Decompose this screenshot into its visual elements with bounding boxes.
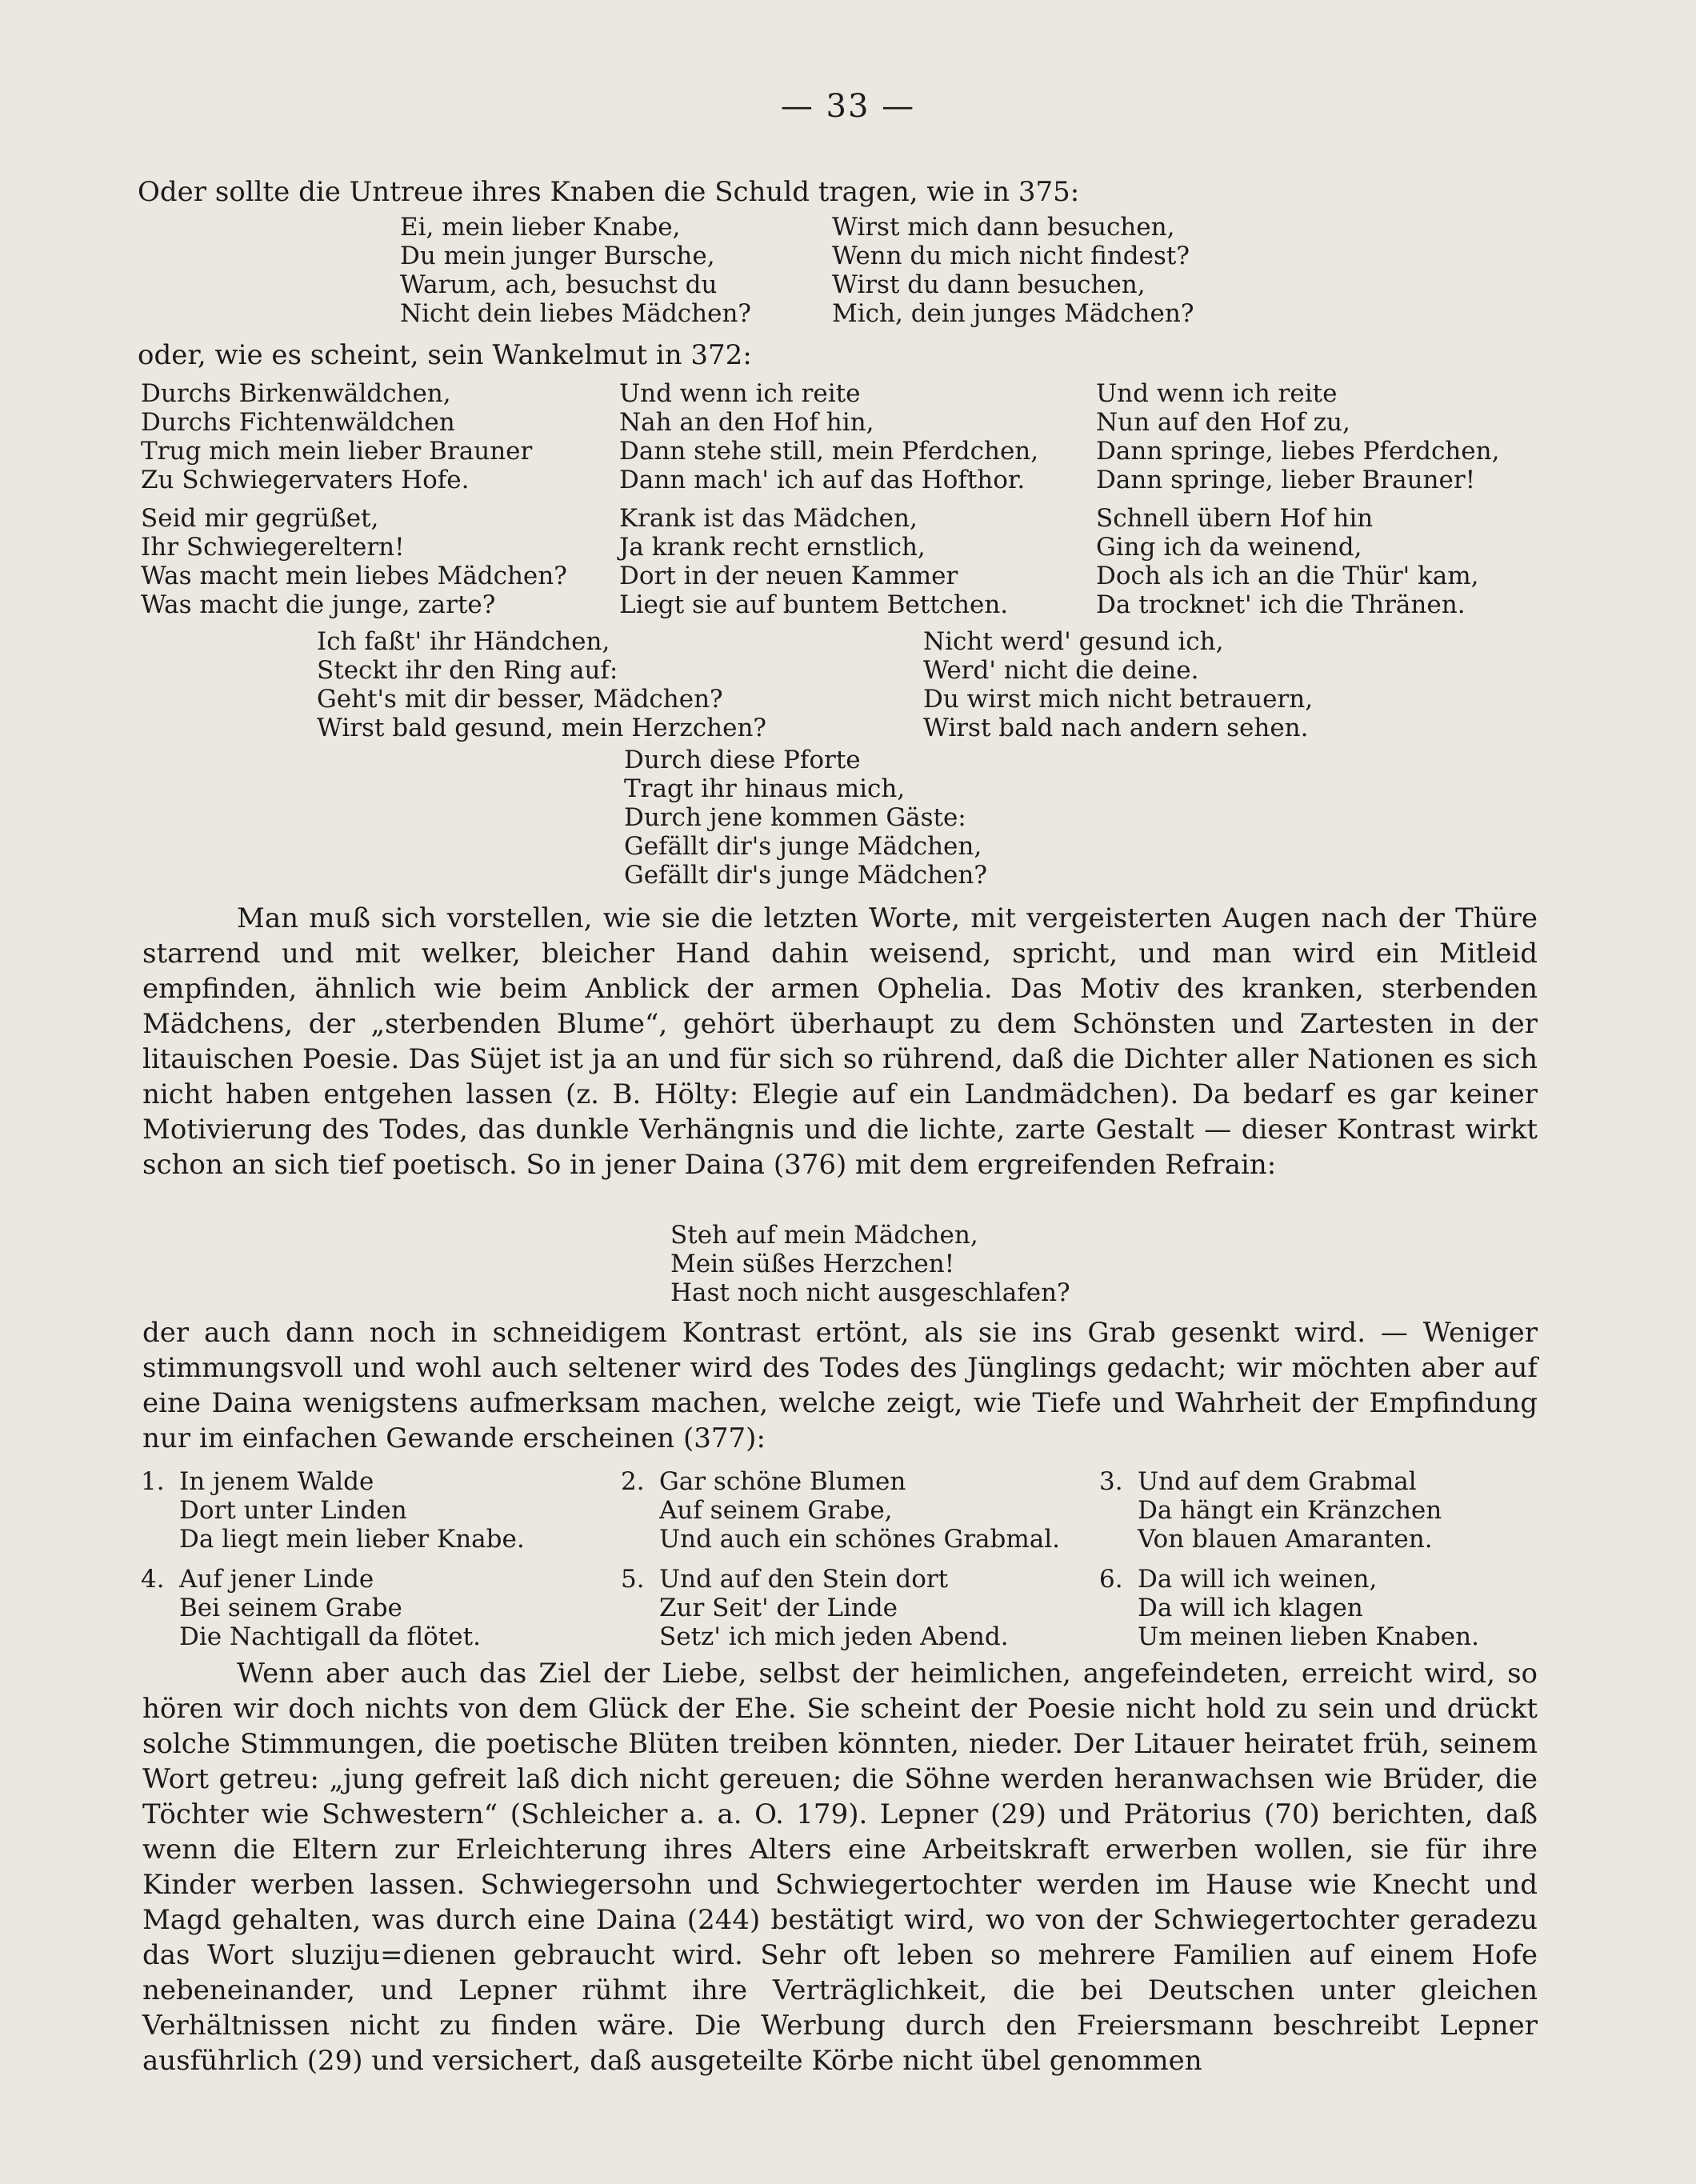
verse-line: Was macht die junge, zarte? [141, 590, 496, 619]
verse-line: Auf seinem Grabe, [659, 1496, 893, 1525]
verse-line: Bei seinem Grabe [179, 1594, 402, 1622]
verse-line: Ei, mein lieber Knabe, [400, 213, 681, 242]
poem-372-stanza-right [923, 627, 1313, 742]
verse-line: Geht's mit dir besser, Mädchen? [317, 685, 723, 714]
verse-line: In jenem Walde [179, 1467, 374, 1496]
verse-line: Dann springe, lieber Brauner! [1096, 466, 1476, 494]
stanza-377-4 [141, 1565, 481, 1651]
verse-line: Was macht mein liebes Mädchen? [141, 562, 567, 590]
stanza-number: 2. [621, 1467, 645, 1496]
verse-line: Nicht dein liebes Mädchen? [400, 299, 752, 328]
verse-line: Dort in der neuen Kammer [619, 562, 958, 590]
verse-line: Da trocknet' ich die Thränen. [1096, 590, 1466, 619]
paragraph-motiv: Man muß sich vorstellen, wie sie die letzten Worte, mit vergeisterten Augen nach der Thüre starrend und mit welker, bleicher Hand dahin weisend, spricht, und man wird ein Mitleid empfinden, ähnlich wie beim Anblick der armen Ophelia. Das Motiv des kranken, sterbenden Mädchens, der „sterbenden Blume“, gehört überhaupt zu dem Schönsten und Zartesten in der litauischen Poesie. Das Süjet ist ja an und für sich so rührend, daß die Dichter aller Nationen es sich nicht haben entgehen lassen (z. B. Hölty: Elegie auf ein Landmädchen). Da bedarf es gar keiner Motivierung des Todes, das dunkle Verhängnis und die lichte, zarte Gestalt — dieser Kontrast wirkt schon an sich tief poetisch. So in jener Daina (376) mit dem ergreifenden Refrain: [142, 902, 1538, 1181]
refrain-376 [670, 1221, 1070, 1307]
verse-line: Wirst bald nach andern sehen. [923, 714, 1309, 742]
stanza-number: 6. [1099, 1565, 1123, 1594]
verse-line: Hast noch nicht ausgeschlafen? [670, 1278, 1070, 1307]
stanza-377-6 [1099, 1565, 1479, 1651]
verse-line: Tragt ihr hinaus mich, [624, 774, 906, 803]
stanza-number: 4. [141, 1565, 165, 1594]
verse-line: Um meinen lieben Knaben. [1138, 1622, 1479, 1651]
poem-372-col1 [141, 379, 567, 619]
verse-line: Wirst du dann besuchen, [832, 270, 1146, 299]
verse-line: Schnell übern Hof hin [1096, 504, 1374, 533]
verse-line: Nah an den Hof hin, [619, 408, 874, 437]
verse-line: Und auch ein schönes Grabmal. [659, 1525, 1061, 1554]
verse-line: Mich, dein junges Mädchen? [832, 299, 1194, 328]
verse-line: Steh auf mein Mädchen, [670, 1221, 978, 1250]
verse-line: Seid mir gegrüßet, [141, 504, 379, 533]
verse-line: Du wirst mich nicht betrauern, [923, 685, 1314, 714]
poem-372-col3 [1096, 379, 1499, 619]
verse-line: Liegt sie auf buntem Bettchen. [619, 590, 1009, 619]
verse-line: Von blauen Amaranten. [1138, 1525, 1433, 1554]
verse-line: Ja krank recht ernstlich, [619, 533, 926, 562]
intro-line-375: Oder sollte die Untreue ihres Knaben die Schuld tragen, wie in 375: [138, 176, 1080, 208]
verse-line: Durchs Birkenwäldchen, [141, 379, 451, 408]
stanza-377-5 [621, 1565, 1009, 1651]
stanza-377-1 [141, 1467, 525, 1554]
verse-line: Und auf dem Grabmal [1138, 1467, 1417, 1496]
verse-line: Wirst bald gesund, mein Herzchen? [317, 714, 767, 742]
paragraph-ehe: Wenn aber auch das Ziel der Liebe, selbst der heimlichen, angefeindeten, erreicht wird, so hören wir doch nichts von dem Glück der Ehe. Sie scheint der Poesie nicht hold zu sein und drückt solche Stimmungen, die poetische Blüten treiben könnten, nieder. Der Litauer heiratet früh, seinem Wort getreu: „jung gefreit laß dich nicht gereuen; die Söhne werden heranwachsen wie Brüder, die Töchter wie Schwestern“ (Schleicher a. a. O. 179). Lepner (29) und Prätorius (70) berichten, daß wenn die Eltern zur Erleichterung ihres Alters eine Arbeitskraft erwerben wollen, sie für ihre Kinder werben lassen. Schwiegersohn und Schwiegertochter werden im Hause wie Knecht und Magd gehalten, was durch eine Daina (244) bestätigt wird, wo von der Schwiegertochter geradezu das Wort sluziju=dienen gebraucht wird. Sehr oft leben so mehrere Familien auf einem Hofe nebeneinander, und Lepner rühmt ihre Verträglichkeit, die bei Deutschen unter gleichen Verhältnissen nicht zu finden wäre. Die Werbung durch den Freiersmann beschreibt Lepner ausführlich (29) und versichert, daß ausgeteilte Körbe nicht übel genommen [142, 1658, 1538, 2077]
verse-line: Setz' ich mich jeden Abend. [659, 1622, 1009, 1651]
verse-line: Wenn du mich nicht findest? [832, 242, 1190, 270]
verse-line: Durchs Fichtenwäldchen [141, 408, 455, 437]
verse-line: Da liegt mein lieber Knabe. [179, 1525, 525, 1554]
verse-line: Da will ich weinen, [1138, 1565, 1378, 1594]
stanza-number: 1. [141, 1467, 165, 1496]
verse-line: Nun auf den Hof zu, [1096, 408, 1350, 437]
verse-line: Werd' nicht die deine. [923, 656, 1199, 685]
poem-375-left [400, 213, 751, 328]
verse-line: Dort unter Linden [179, 1496, 407, 1525]
stanza-number: 3. [1099, 1467, 1123, 1496]
poem-372-col2 [619, 379, 1038, 619]
verse-line: Wirst mich dann besuchen, [832, 213, 1175, 242]
stanza-number: 5. [621, 1565, 645, 1594]
verse-line: Ging ich da weinend, [1096, 533, 1362, 562]
verse-line: Durch diese Pforte [624, 746, 861, 774]
verse-line: Zu Schwiegervaters Hofe. [141, 466, 470, 494]
verse-line: Doch als ich an die Thür' kam, [1096, 562, 1479, 590]
page-number: — 33 — [780, 88, 916, 125]
verse-line: Dann springe, liebes Pferdchen, [1096, 437, 1500, 466]
verse-line: Gefällt dir's junge Mädchen, [624, 832, 982, 861]
verse-line: Steckt ihr den Ring auf: [317, 656, 618, 685]
poem-372-stanza-center [624, 746, 987, 890]
verse-line: Krank ist das Mädchen, [619, 504, 918, 533]
verse-line: Du mein junger Bursche, [400, 242, 715, 270]
stanza-377-3 [1099, 1467, 1442, 1554]
verse-line: Die Nachtigall da flötet. [179, 1622, 481, 1651]
verse-line: Zur Seit' der Linde [659, 1594, 898, 1622]
verse-line: Trug mich mein lieber Brauner [141, 437, 533, 466]
verse-line: Nicht werd' gesund ich, [923, 627, 1224, 656]
verse-line: Dann mach' ich auf das Hofthor. [619, 466, 1026, 494]
poem-372-stanza-left [317, 627, 766, 742]
verse-line: Ihr Schwiegereltern! [141, 533, 405, 562]
verse-line: Und wenn ich reite [619, 379, 861, 408]
verse-line: Da will ich klagen [1138, 1594, 1363, 1622]
verse-line: Dann stehe still, mein Pferdchen, [619, 437, 1039, 466]
poem-375-right [832, 213, 1194, 328]
verse-line: Da hängt ein Kränzchen [1138, 1496, 1442, 1525]
verse-line: Gar schöne Blumen [659, 1467, 906, 1496]
stanza-377-2 [621, 1467, 1060, 1554]
verse-line: Auf jener Linde [179, 1565, 374, 1594]
intro-line-372: oder, wie es scheint, sein Wankelmut in 372: [138, 339, 752, 371]
verse-line: Ich faßt' ihr Händchen, [317, 627, 610, 656]
verse-line: Und auf den Stein dort [659, 1565, 949, 1594]
verse-line: Mein süßes Herzchen! [670, 1250, 955, 1278]
verse-line: Durch jene kommen Gäste: [624, 803, 966, 832]
verse-line: Gefällt dir's junge Mädchen? [624, 861, 987, 890]
verse-line: Warum, ach, besuchst du [400, 270, 718, 299]
paragraph-tod-des-juenglings: der auch dann noch in schneidigem Kontrast ertönt, als sie ins Grab gesenkt wird. — Weniger stimmungsvoll und wohl auch seltener wird des Todes des Jünglings gedacht; wir möchten aber auf eine Daina wenigstens aufmerksam machen, welche zeigt, wie Tiefe und Wahrheit der Empfindung nur im einfachen Gewande erscheinen (377): [142, 1317, 1538, 1454]
verse-line: Und wenn ich reite [1096, 379, 1338, 408]
